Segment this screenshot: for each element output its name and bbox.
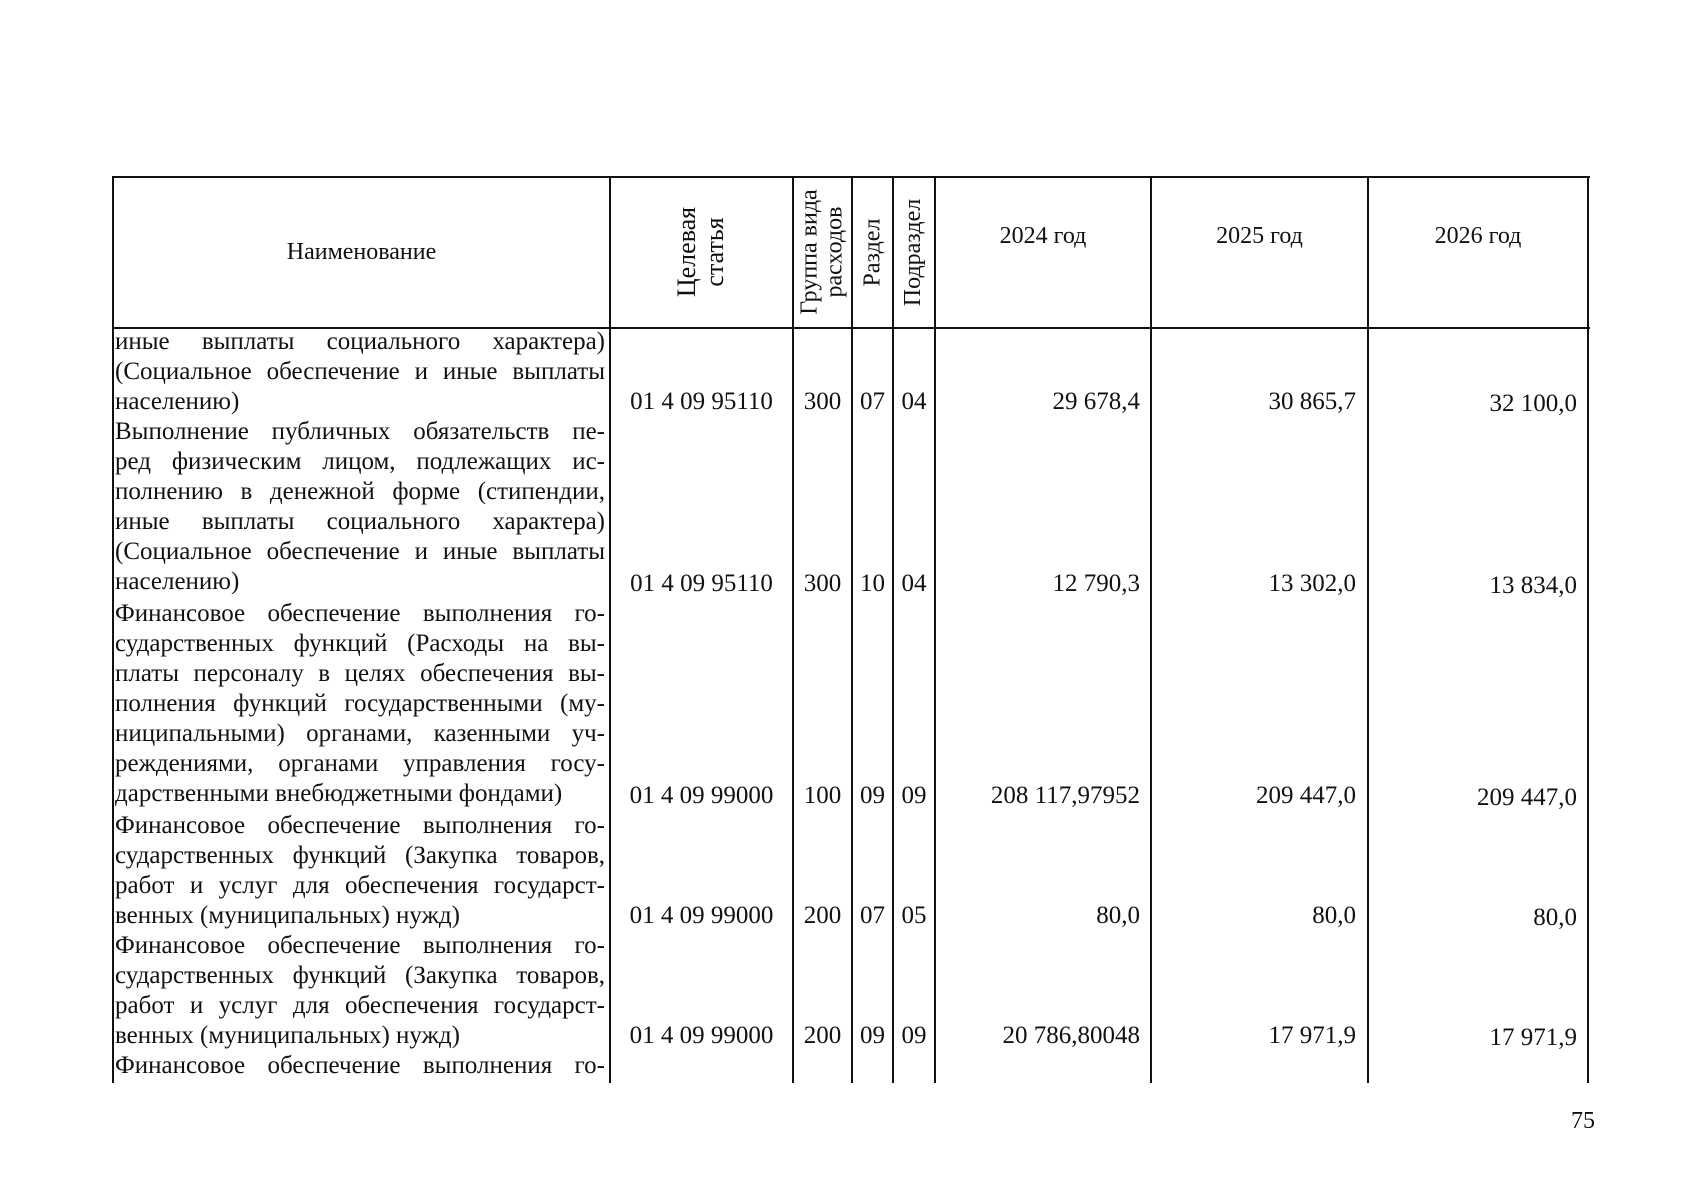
- row-subsection: 09: [901, 782, 927, 809]
- row-value-2024: 80,0: [1096, 902, 1140, 929]
- col-divider-6: [1150, 176, 1152, 1083]
- row-value-2026: 209 447,0: [1477, 784, 1577, 811]
- row-article: 01 4 09 99000: [629, 782, 774, 809]
- row-section: 07: [860, 902, 885, 929]
- row-section: 07: [860, 388, 885, 415]
- header-expense-group: Группа вида расходов: [796, 189, 848, 315]
- row-value-2026: 13 834,0: [1489, 572, 1577, 599]
- header-name: Наименование: [286, 238, 437, 265]
- row-value-2024: 12 790,3: [1052, 570, 1140, 597]
- row-value-2026: 80,0: [1533, 904, 1577, 931]
- row-group: 300: [803, 570, 842, 597]
- row-value-2025: 80,0: [1312, 902, 1356, 929]
- row-value-2024: 20 786,80048: [1002, 1022, 1140, 1049]
- col-divider-7: [1367, 176, 1369, 1083]
- table-row-name: Финансовое обеспечение выполнения го- сударственных функций (Закупка товаров, работ и услуг для обеспечения государст- венных (муниципальных) нужд): [115, 932, 605, 1049]
- row-value-2026: 17 971,9: [1489, 1024, 1577, 1051]
- row-group: 300: [803, 388, 842, 415]
- row-value-2025: 209 447,0: [1256, 782, 1356, 809]
- header-2026: 2026 год: [1434, 222, 1522, 249]
- row-subsection: 04: [901, 388, 927, 415]
- header-target-article: Целевая статья: [672, 206, 730, 298]
- row-group: 100: [803, 782, 842, 809]
- row-group: 200: [803, 902, 842, 929]
- row-section: 09: [860, 1022, 885, 1049]
- row-subsection: 04: [901, 570, 927, 597]
- row-section: 10: [860, 570, 885, 597]
- table-right-border: [1587, 176, 1589, 1083]
- row-group: 200: [803, 1022, 842, 1049]
- row-section: 09: [860, 782, 885, 809]
- page-number: 75: [1571, 1108, 1595, 1134]
- table-row-name: Выполнение публичных обязательств пе- ред физическим лицом, подлежащих ис- полнению в денежной форме (стипендии, иные выплаты социального характера) (Социальное обеспечение и иные выплаты населению): [115, 418, 605, 595]
- row-value-2024: 29 678,4: [1052, 388, 1140, 415]
- table-row-name: Финансовое обеспечение выполнения го- сударственных функций (Закупка товаров, работ и услуг для обеспечения государст- венных (муниципальных) нужд): [115, 812, 605, 929]
- table-row-name: иные выплаты социального характера) (Социальное обеспечение и иные выплаты населению): [115, 328, 605, 415]
- row-value-2026: 32 100,0: [1489, 390, 1577, 417]
- row-value-2024: 208 117,97952: [990, 782, 1140, 809]
- table-row-name: Финансовое обеспечение выполнения го-: [115, 1052, 605, 1079]
- row-subsection: 05: [901, 902, 927, 929]
- header-subsection: Подраздел: [900, 198, 927, 306]
- row-article: 01 4 09 99000: [629, 902, 774, 929]
- row-value-2025: 30 865,7: [1268, 388, 1356, 415]
- row-article: 01 4 09 95110: [630, 388, 773, 415]
- header-2024: 2024 год: [999, 222, 1087, 249]
- header-section: Раздел: [859, 218, 886, 286]
- header-2025: 2025 год: [1216, 222, 1303, 249]
- row-article: 01 4 09 95110: [630, 570, 773, 597]
- table-row-name: Финансовое обеспечение выполнения го- сударственных функций (Расходы на вы- платы персоналу в целях обеспечения вы- полнения функций государственными (му- ниципальными) органами, казенными уч- реждениями, органами управления госу- дарственными внебюджетными фондами): [115, 600, 605, 807]
- col-divider-5: [934, 176, 936, 1083]
- row-value-2025: 17 971,9: [1268, 1022, 1356, 1049]
- row-subsection: 09: [901, 1022, 927, 1049]
- row-value-2025: 13 302,0: [1268, 570, 1356, 597]
- row-article: 01 4 09 99000: [629, 1022, 774, 1049]
